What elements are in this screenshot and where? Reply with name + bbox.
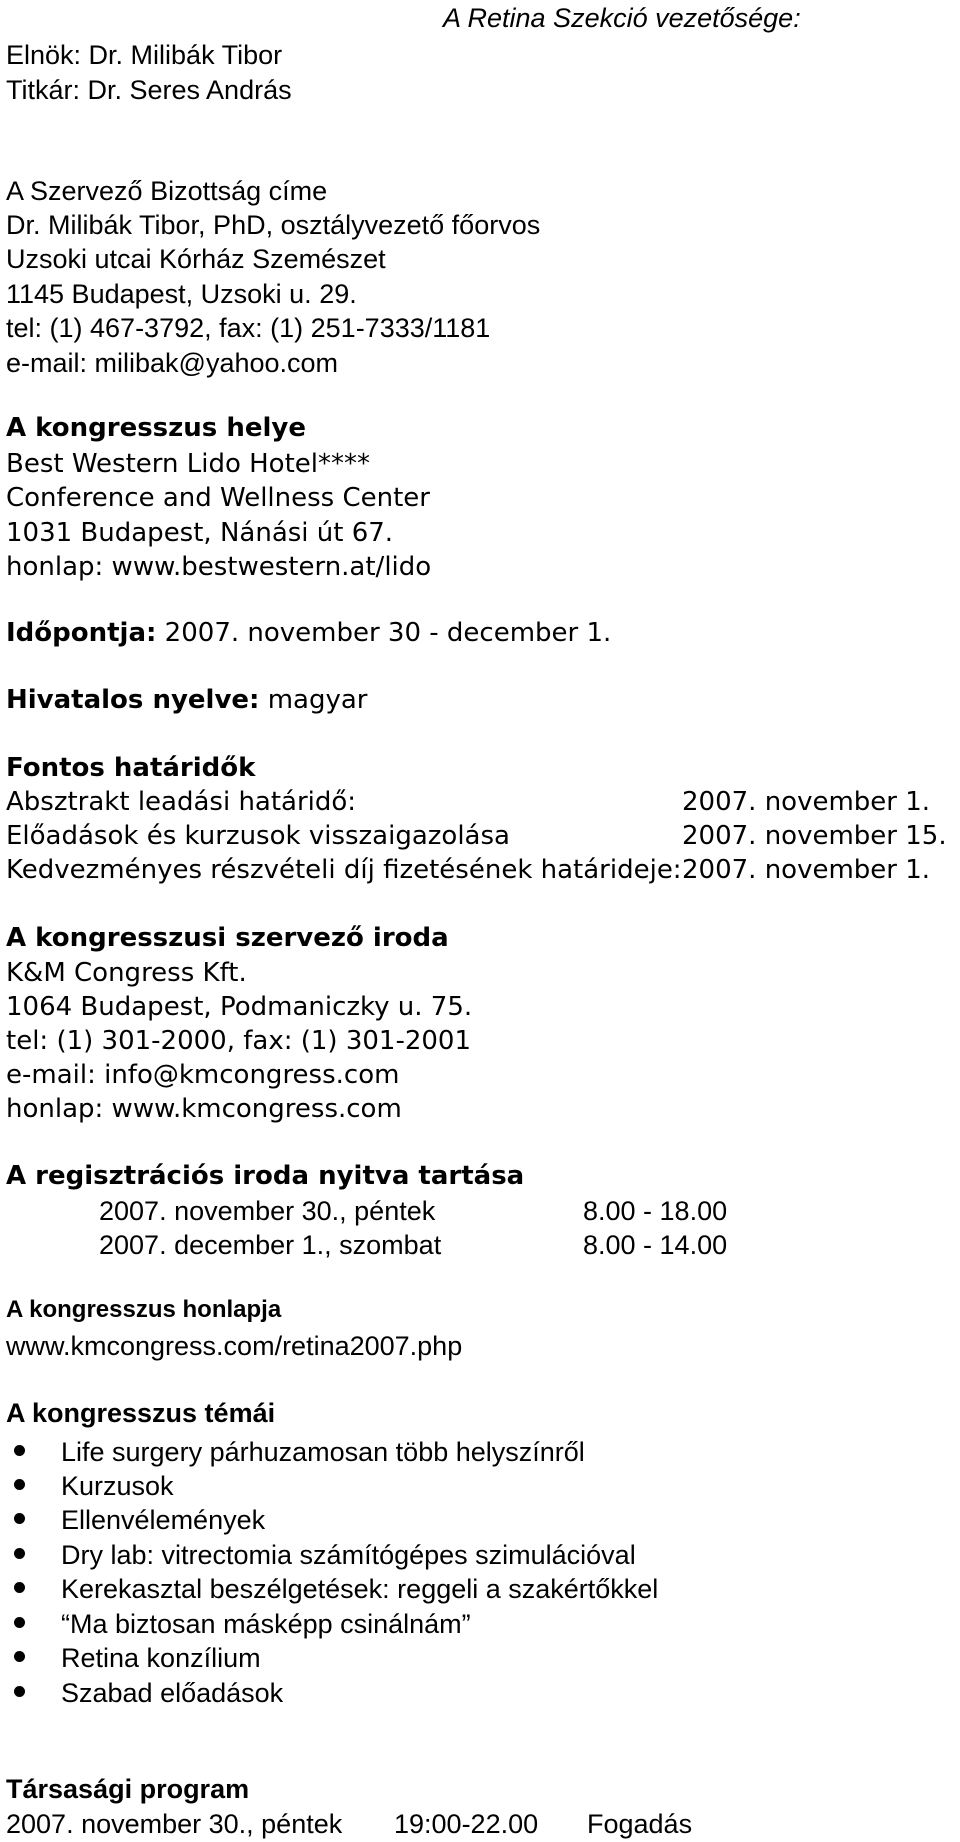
date-label: Időpontja: xyxy=(6,618,157,648)
chairman-line: Elnök: Dr. Milibák Tibor xyxy=(6,40,283,70)
office-website[interactable]: honlap: www.kmcongress.com xyxy=(6,1094,402,1124)
venue-line: 1031 Budapest, Nánási út 67. xyxy=(6,518,394,548)
topic-item: Kurzusok xyxy=(61,1471,174,1501)
language-label: Hivatalos nyelve: xyxy=(6,685,260,715)
office-line: tel: (1) 301-2000, fax: (1) 301-2001 xyxy=(6,1026,472,1056)
venue-website[interactable]: honlap: www.bestwestern.at/lido xyxy=(6,552,432,582)
website-heading: A kongresszus honlapja xyxy=(6,1296,282,1323)
social-time: 19:00-22.00 xyxy=(394,1809,539,1839)
deadline-date: 2007. november 1. xyxy=(682,855,931,885)
deadline-label: Kedvezményes részvételi díj fizetésének határideje: xyxy=(6,855,682,885)
deadlines-heading: Fontos határidők xyxy=(6,753,256,783)
registration-hours: 8.00 - 18.00 xyxy=(583,1196,728,1226)
social-heading: Társasági program xyxy=(6,1774,250,1804)
bullet-icon xyxy=(14,1445,25,1456)
date-value: 2007. november 30 - december 1. xyxy=(156,618,612,648)
bullet-icon xyxy=(14,1617,25,1628)
registration-heading: A regisztrációs iroda nyitva tartása xyxy=(6,1161,525,1191)
venue-line: Best Western Lido Hotel**** xyxy=(6,449,370,479)
organizer-line: Uzsoki utcai Kórház Szemészet xyxy=(6,244,386,274)
bullet-icon xyxy=(14,1548,25,1559)
website-url[interactable]: www.kmcongress.com/retina2007.php xyxy=(6,1331,463,1361)
bullet-icon xyxy=(14,1651,25,1662)
bullet-icon xyxy=(14,1479,25,1490)
date-line xyxy=(6,620,611,646)
social-date: 2007. november 30., péntek xyxy=(6,1809,343,1839)
topic-item: Szabad előadások xyxy=(61,1678,284,1708)
bullet-icon xyxy=(14,1686,25,1697)
language-value: magyar xyxy=(259,685,368,715)
topics-heading: A kongresszus témái xyxy=(6,1398,276,1428)
office-line: 1064 Budapest, Podmaniczky u. 75. xyxy=(6,992,473,1022)
topic-item: Retina konzílium xyxy=(61,1643,261,1673)
office-line: K&M Congress Kft. xyxy=(6,958,247,988)
organizer-heading: A Szervező Bizottság címe xyxy=(6,176,328,206)
deadline-label: Előadások és kurzusok visszaigazolása xyxy=(6,821,510,851)
bullet-icon xyxy=(14,1582,25,1593)
registration-hours: 8.00 - 14.00 xyxy=(583,1230,728,1260)
organizer-email[interactable]: e-mail: milibak@yahoo.com xyxy=(6,348,339,378)
topic-item: Ellenvélemények xyxy=(61,1505,266,1535)
topic-item: “Ma biztosan másképp csinálnám” xyxy=(61,1609,471,1639)
deadline-label: Absztrakt leadási határidő: xyxy=(6,787,357,817)
social-event: Fogadás xyxy=(587,1809,693,1839)
language-line xyxy=(6,687,367,713)
venue-line: Conference and Wellness Center xyxy=(6,483,430,513)
organizer-line: Dr. Milibák Tibor, PhD, osztályvezető főorvos xyxy=(6,210,541,240)
venue-heading: A kongresszus helye xyxy=(6,413,306,443)
topic-item: Dry lab: vitrectomia számítógépes szimulációval xyxy=(61,1540,636,1570)
section-leadership-title: A Retina Szekció vezetősége: xyxy=(443,3,801,33)
office-heading: A kongresszusi szervező iroda xyxy=(6,923,449,953)
bullet-icon xyxy=(14,1513,25,1524)
organizer-line: 1145 Budapest, Uzsoki u. 29. xyxy=(6,279,357,309)
registration-day: 2007. december 1., szombat xyxy=(99,1230,442,1260)
deadline-date: 2007. november 1. xyxy=(682,787,931,817)
topic-item: Kerekasztal beszélgetések: reggeli a szakértőkkel xyxy=(61,1574,659,1604)
office-email[interactable]: e-mail: info@kmcongress.com xyxy=(6,1060,400,1090)
deadline-date: 2007. november 15. xyxy=(682,821,947,851)
secretary-line: Titkár: Dr. Seres András xyxy=(6,75,292,105)
organizer-line: tel: (1) 467-3792, fax: (1) 251-7333/1181 xyxy=(6,313,491,343)
registration-day: 2007. november 30., péntek xyxy=(99,1196,436,1226)
topic-item: Life surgery párhuzamosan több helyszínről xyxy=(61,1437,585,1467)
